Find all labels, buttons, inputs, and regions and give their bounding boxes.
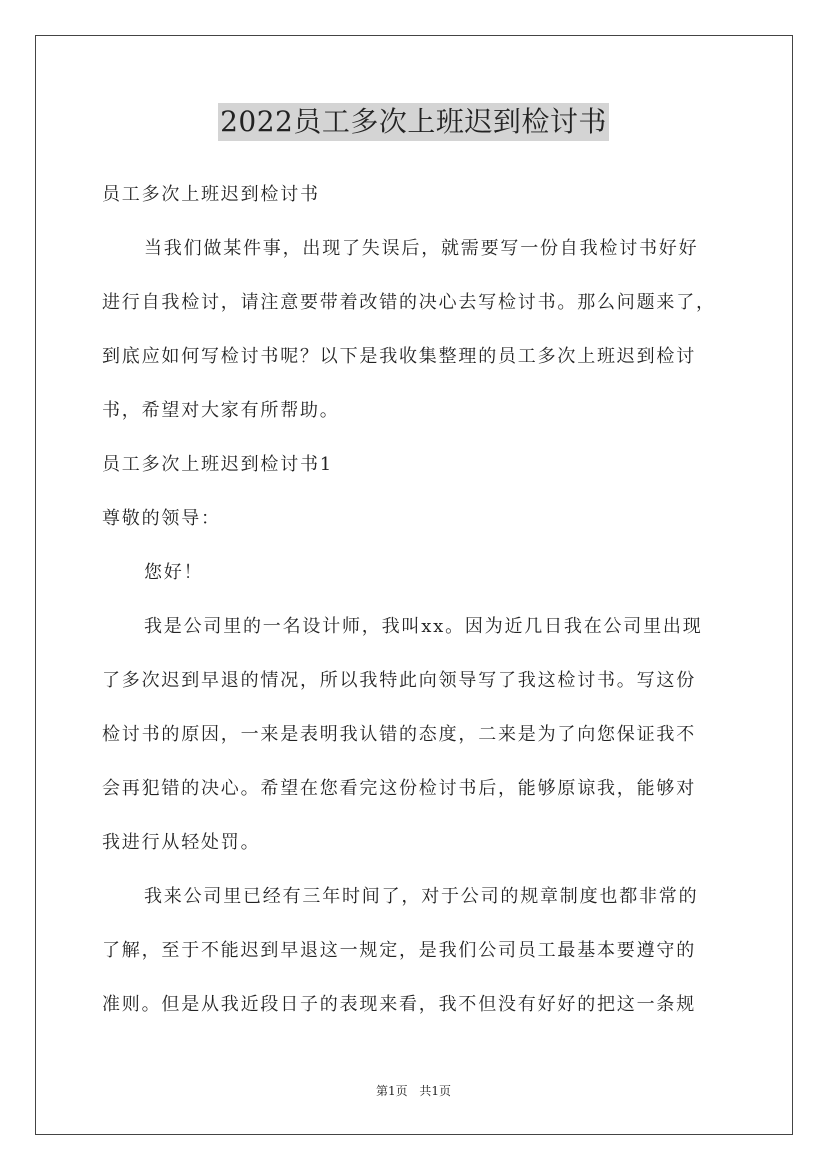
- document-body: [102, 168, 732, 1032]
- text-line: 员工多次上班迟到检讨书1: [102, 454, 334, 475]
- title-container: [0, 103, 827, 141]
- document-title: 2022员工多次上班迟到检讨书: [218, 103, 609, 141]
- text-line: 检讨书的原因，一来是表明我认错的态度，二来是为了向您保证我不: [102, 724, 696, 745]
- text-line: 到底应如何写检讨书呢？以下是我收集整理的员工多次上班迟到检讨: [102, 346, 696, 367]
- text-line: 了解，至于不能迟到早退这一规定，是我们公司员工最基本要遵守的: [102, 940, 696, 961]
- text-line: 我进行从轻处罚。: [102, 832, 261, 853]
- text-line: 会再犯错的决心。希望在您看完这份检讨书后，能够原谅我，能够对: [102, 778, 696, 799]
- text-line: 书，希望对大家有所帮助。: [102, 400, 340, 421]
- text-line: 了多次迟到早退的情况，所以我特此向领导写了我这检讨书。写这份: [102, 670, 696, 691]
- text-line: 当我们做某件事，出现了失误后，就需要写一份自我检讨书好好: [144, 238, 699, 259]
- text-line: 员工多次上班迟到检讨书: [102, 184, 320, 205]
- page-number: 第1页: [375, 1084, 408, 1098]
- text-line: 我来公司里已经有三年时间了，对于公司的规章制度也都非常的: [144, 886, 699, 907]
- text-line: 进行自我检讨，请注意要带着改错的决心去写检讨书。那么问题来了，: [102, 292, 716, 313]
- text-line: 尊敬的领导：: [102, 508, 221, 529]
- page-total: 共1页: [419, 1084, 452, 1098]
- page-footer: [0, 1082, 827, 1099]
- text-line: 我是公司里的一名设计师，我叫xx。因为近几日我在公司里出现: [144, 616, 703, 637]
- text-line: 您好！: [144, 562, 204, 583]
- text-line: 准则。但是从我近段日子的表现来看，我不但没有好好的把这一条规: [102, 994, 696, 1015]
